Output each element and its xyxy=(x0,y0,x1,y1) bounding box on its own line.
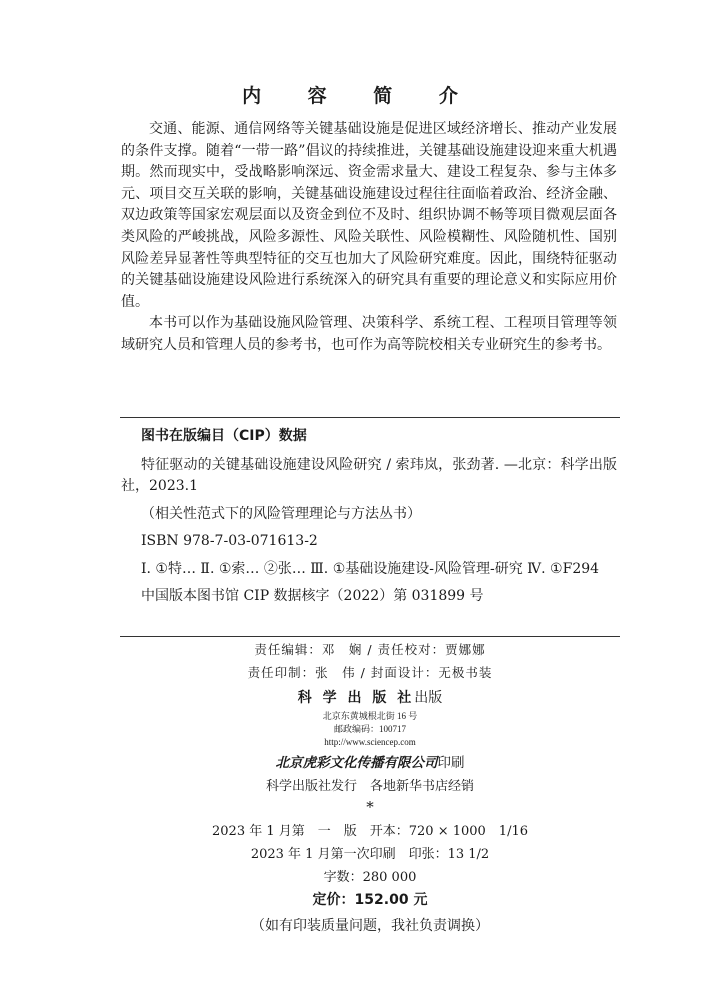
price: 定价：152.00 元 xyxy=(312,892,428,908)
publisher-line xyxy=(120,687,620,707)
printer-suffix: 印刷 xyxy=(437,755,465,771)
publisher-address: 北京东黄城根北街 16 号 xyxy=(322,711,418,721)
quality-note: （如有印装质量问题，我社负责调换） xyxy=(251,918,489,934)
cip-classification: Ⅰ. ①特… Ⅱ. ①索… ②张… Ⅲ. ①基础设施建设-风险管理-研究 Ⅳ. ①F294 xyxy=(141,560,600,577)
distribution-line: 科学出版社发行 各地新华书店经销 xyxy=(265,779,474,794)
cip-verification: 中国版本图书馆 CIP 数据核字（2022）第 031899 号 xyxy=(141,588,484,604)
separator-star: * xyxy=(366,798,374,816)
cip-heading: 图书在版编目（CIP）数据 xyxy=(141,428,307,444)
production-line: 责任印制：张 伟 / 封面设计：无极书装 xyxy=(247,665,493,680)
intro-body xyxy=(121,119,617,357)
intro-paragraph-2: 本书可以作为基础设施风险管理、决策科学、系统工程、工程项目管理等领域研究人员和管理人员的参考书，也可作为高等院校相关专业研究生的参考书。 xyxy=(121,315,617,353)
cip-series: （相关性范式下的风险管理理论与方法丛书） xyxy=(141,505,421,522)
intro-paragraph-1: 交通、能源、通信网络等关键基础设施是促进区域经济增长、推动产业发展的条件支撑。随着“一带一路”倡议的持续推进，关键基础设施建设迎来重大机遇期。然而现实中，受战略影响深远、资金需求量大、建设工程复杂、参与主体多元、项目交互关联的影响，关键基础设施建设过程往往面临着政治、经济金融、双边政策等国家宏观层面以及资金到位不及时、组织协调不畅等项目微观层面各类风险的严峻挑战，风险多源性、风险关联性、风险模糊性、风险随机性、国别风险差异显著性等典型特征的交互也加大了风险研究难度。因此，围绕特征驱动的关键基础设施建设风险进行系统深入的研究具有重要的理论意义和实际应用价值。 xyxy=(121,121,617,310)
cip-isbn: ISBN 978-7-03-071613-2 xyxy=(141,533,318,549)
editors-line: 责任编辑：邓 娴 / 责任校对：贾娜娜 xyxy=(254,642,486,657)
publisher-logo: 科 学 出 版 社 xyxy=(297,690,415,706)
publisher-postcode: 邮政编码：100717 xyxy=(333,724,406,734)
printer-logo: 北京虎彩文化传播有限公司 xyxy=(275,755,438,771)
word-count: 字数：280 000 xyxy=(323,870,417,885)
printing-line: 2023 年 1 月第一次印刷 印张：13 1/2 xyxy=(250,847,490,862)
publisher-suffix: 出版 xyxy=(414,690,443,706)
cip-entry: 特征驱动的关键基础设施建设风险研究 / 索玮岚，张劲著. —北京：科学出版社，2023.1 xyxy=(121,456,617,494)
cip-block xyxy=(121,426,617,608)
intro-title: 内 容 简 介 xyxy=(242,85,478,107)
edition-line: 2023 年 1 月第 一 版 开本：720 × 1000 1/16 xyxy=(212,824,528,839)
divider-top xyxy=(120,417,620,418)
publisher-website: http://www.sciencep.com xyxy=(324,737,416,747)
printer-line xyxy=(120,751,620,771)
publication-block xyxy=(120,636,620,935)
